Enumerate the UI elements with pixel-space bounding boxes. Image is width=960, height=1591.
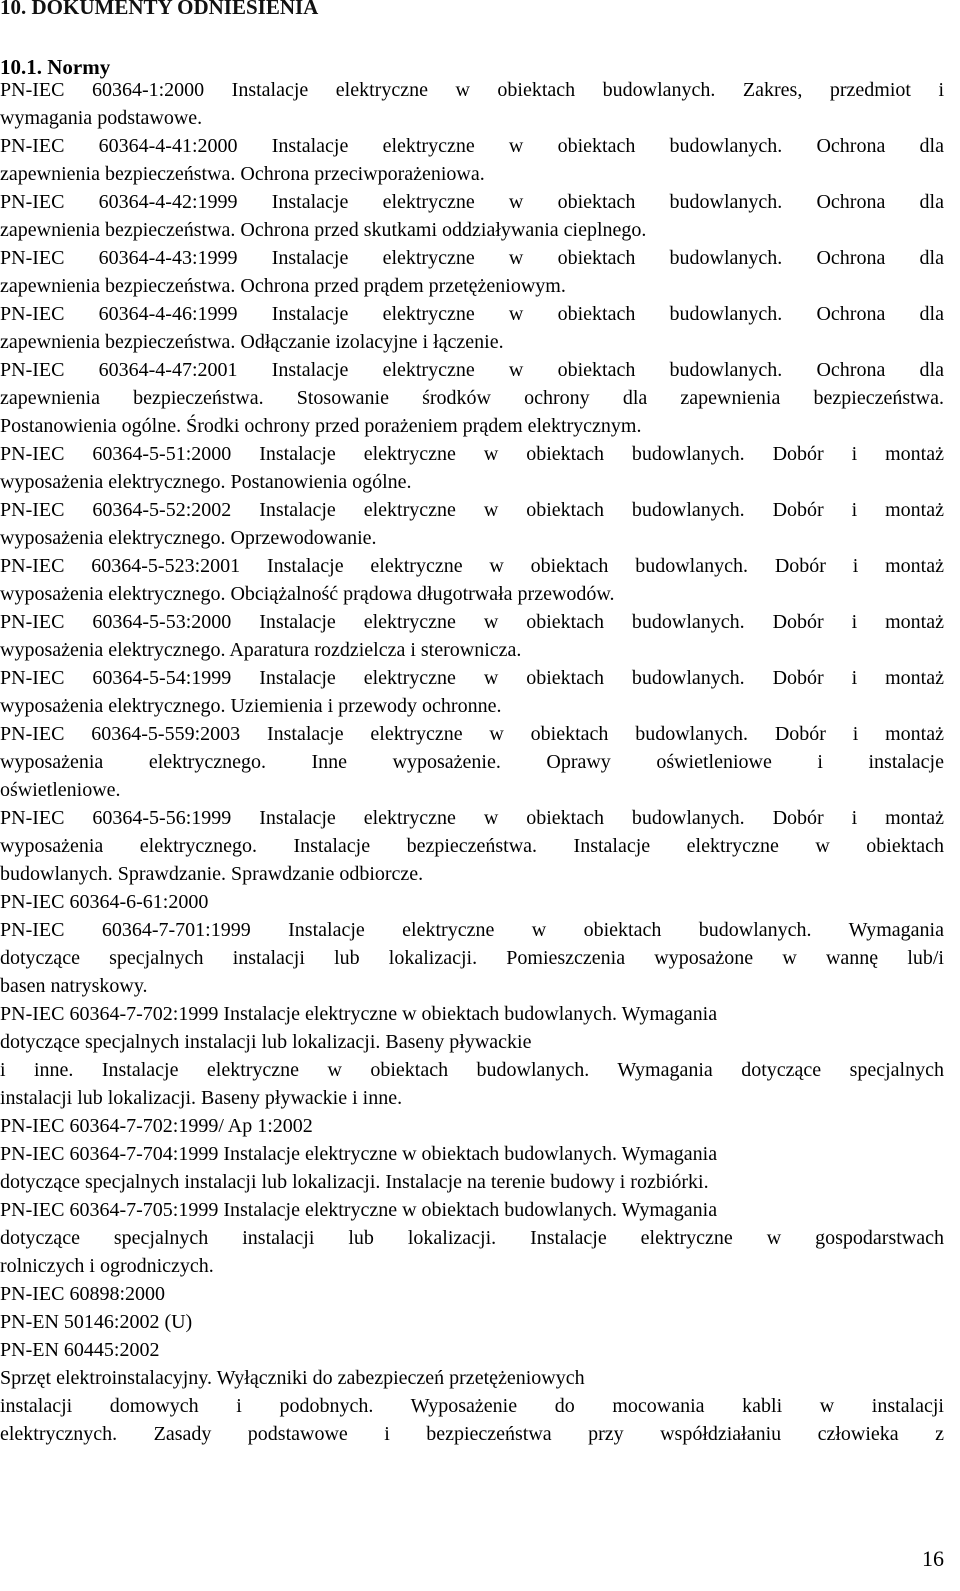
text-line: PN-IEC 60364-5-56:1999 Instalacje elektryczne w obiektach budowlanych. Dobór i montaż [0,807,944,829]
text-line: PN-IEC 60364-5-523:2001 Instalacje elektryczne w obiektach budowlanych. Dobór i montaż [0,555,944,577]
text-line: PN-IEC 60364-4-47:2001 Instalacje elektryczne w obiektach budowlanych. Ochrona dla [0,359,944,381]
text-line: PN-IEC 60364-5-51:2000 Instalacje elektryczne w obiektach budowlanych. Dobór i montaż [0,443,944,465]
text-line: dotyczące specjalnych instalacji lub lokalizacji. Baseny pływackie [0,1031,532,1053]
text-line: oświetleniowe. [0,779,121,801]
text-line: PN-IEC 60364-4-43:1999 Instalacje elektryczne w obiektach budowlanych. Ochrona dla [0,247,944,269]
text-line: PN-IEC 60364-4-41:2000 Instalacje elektryczne w obiektach budowlanych. Ochrona dla [0,135,944,157]
text-line: elektrycznych. Zasady podstawowe i bezpieczeństwa przy współdziałaniu człowieka z [0,1423,944,1445]
text-line: zapewnienia bezpieczeństwa. Odłączanie izolacyjne i łączenie. [0,331,504,353]
text-line: budowlanych. Sprawdzanie. Sprawdzanie odbiorcze. [0,863,424,885]
section-heading: 10. DOKUMENTY ODNIESIENIA [0,0,319,19]
text-line: instalacji lub lokalizacji. Baseny pływackie i inne. [0,1087,403,1109]
page-number: 16 [922,1546,944,1571]
text-line: wyposażenia elektrycznego. Oprzewodowanie. [0,527,377,549]
text-line: PN-IEC 60898:2000 [0,1283,165,1305]
text-line: zapewnienia bezpieczeństwa. Ochrona przeciwporażeniowa. [0,163,485,185]
text-line: wyposażenia elektrycznego. Postanowienia ogólne. [0,471,412,493]
text-line: PN-IEC 60364-5-52:2002 Instalacje elektryczne w obiektach budowlanych. Dobór i montaż [0,499,944,521]
text-line: dotyczące specjalnych instalacji lub lokalizacji. Pomieszczenia wyposażone w wannę lub/i [0,947,944,969]
text-line: PN-IEC 60364-1:2000 Instalacje elektryczne w obiektach budowlanych. Zakres, przedmiot i [0,79,944,101]
text-line: wyposażenia elektrycznego. Instalacje bezpieczeństwa. Instalacje elektryczne w obiektach [0,835,944,857]
text-line: wymagania podstawowe. [0,107,203,129]
text-line: PN-IEC 60364-5-559:2003 Instalacje elektryczne w obiektach budowlanych. Dobór i montaż [0,723,944,745]
text-line: instalacji domowych i podobnych. Wyposażenie do mocowania kabli w instalacji [0,1395,944,1417]
text-line: PN-IEC 60364-6-61:2000 [0,891,209,913]
text-line: PN-IEC 60364-7-701:1999 Instalacje elektryczne w obiektach budowlanych. Wymagania [0,919,944,941]
text-line: PN-IEC 60364-4-46:1999 Instalacje elektryczne w obiektach budowlanych. Ochrona dla [0,303,944,325]
text-line: basen natryskowy. [0,975,148,997]
text-line: wyposażenia elektrycznego. Aparatura rozdzielcza i sterownicza. [0,639,522,661]
text-line: PN-IEC 60364-5-54:1999 Instalacje elektryczne w obiektach budowlanych. Dobór i montaż [0,667,944,689]
text-line: i inne. Instalacje elektryczne w obiektach budowlanych. Wymagania dotyczące specjalnych [0,1059,944,1081]
text-line: Sprzęt elektroinstalacyjny. Wyłączniki do zabezpieczeń przetężeniowych [0,1367,585,1389]
text-line: Postanowienia ogólne. Środki ochrony przed porażeniem prądem elektrycznym. [0,415,642,437]
text-line: wyposażenia elektrycznego. Uziemienia i przewody ochronne. [0,695,502,717]
text-line: wyposażenia elektrycznego. Obciążalność prądowa długotrwała przewodów. [0,583,615,605]
text-line: zapewnienia bezpieczeństwa. Stosowanie środków ochrony dla zapewnienia bezpieczeństwa. [0,387,944,409]
text-line: dotyczące specjalnych instalacji lub lokalizacji. Instalacje na terenie budowy i rozbiórki. [0,1171,709,1193]
text-line: rolniczych i ogrodniczych. [0,1255,214,1277]
text-line: PN-IEC 60364-5-53:2000 Instalacje elektryczne w obiektach budowlanych. Dobór i montaż [0,611,944,633]
text-line: PN-EN 60445:2002 [0,1339,160,1361]
text-line: PN-IEC 60364-7-702:1999/ Ap 1:2002 [0,1115,313,1137]
text-line: PN-IEC 60364-7-705:1999 Instalacje elektryczne w obiektach budowlanych. Wymagania [0,1199,718,1221]
text-line: zapewnienia bezpieczeństwa. Ochrona przed prądem przetężeniowym. [0,275,566,297]
text-line: zapewnienia bezpieczeństwa. Ochrona przed skutkami oddziaływania cieplnego. [0,219,647,241]
text-line: dotyczące specjalnych instalacji lub lokalizacji. Instalacje elektryczne w gospodarstwach [0,1227,944,1249]
text-line: PN-IEC 60364-7-702:1999 Instalacje elektryczne w obiektach budowlanych. Wymagania [0,1003,718,1025]
text-line: PN-IEC 60364-4-42:1999 Instalacje elektryczne w obiektach budowlanych. Ochrona dla [0,191,944,213]
text-line: PN-IEC 60364-7-704:1999 Instalacje elektryczne w obiektach budowlanych. Wymagania [0,1143,718,1165]
subsection-heading: 10.1. Normy [0,55,111,79]
text-line: PN-EN 50146:2002 (U) [0,1311,193,1333]
text-line: wyposażenia elektrycznego. Inne wyposażenie. Oprawy oświetleniowe i instalacje [0,751,944,773]
